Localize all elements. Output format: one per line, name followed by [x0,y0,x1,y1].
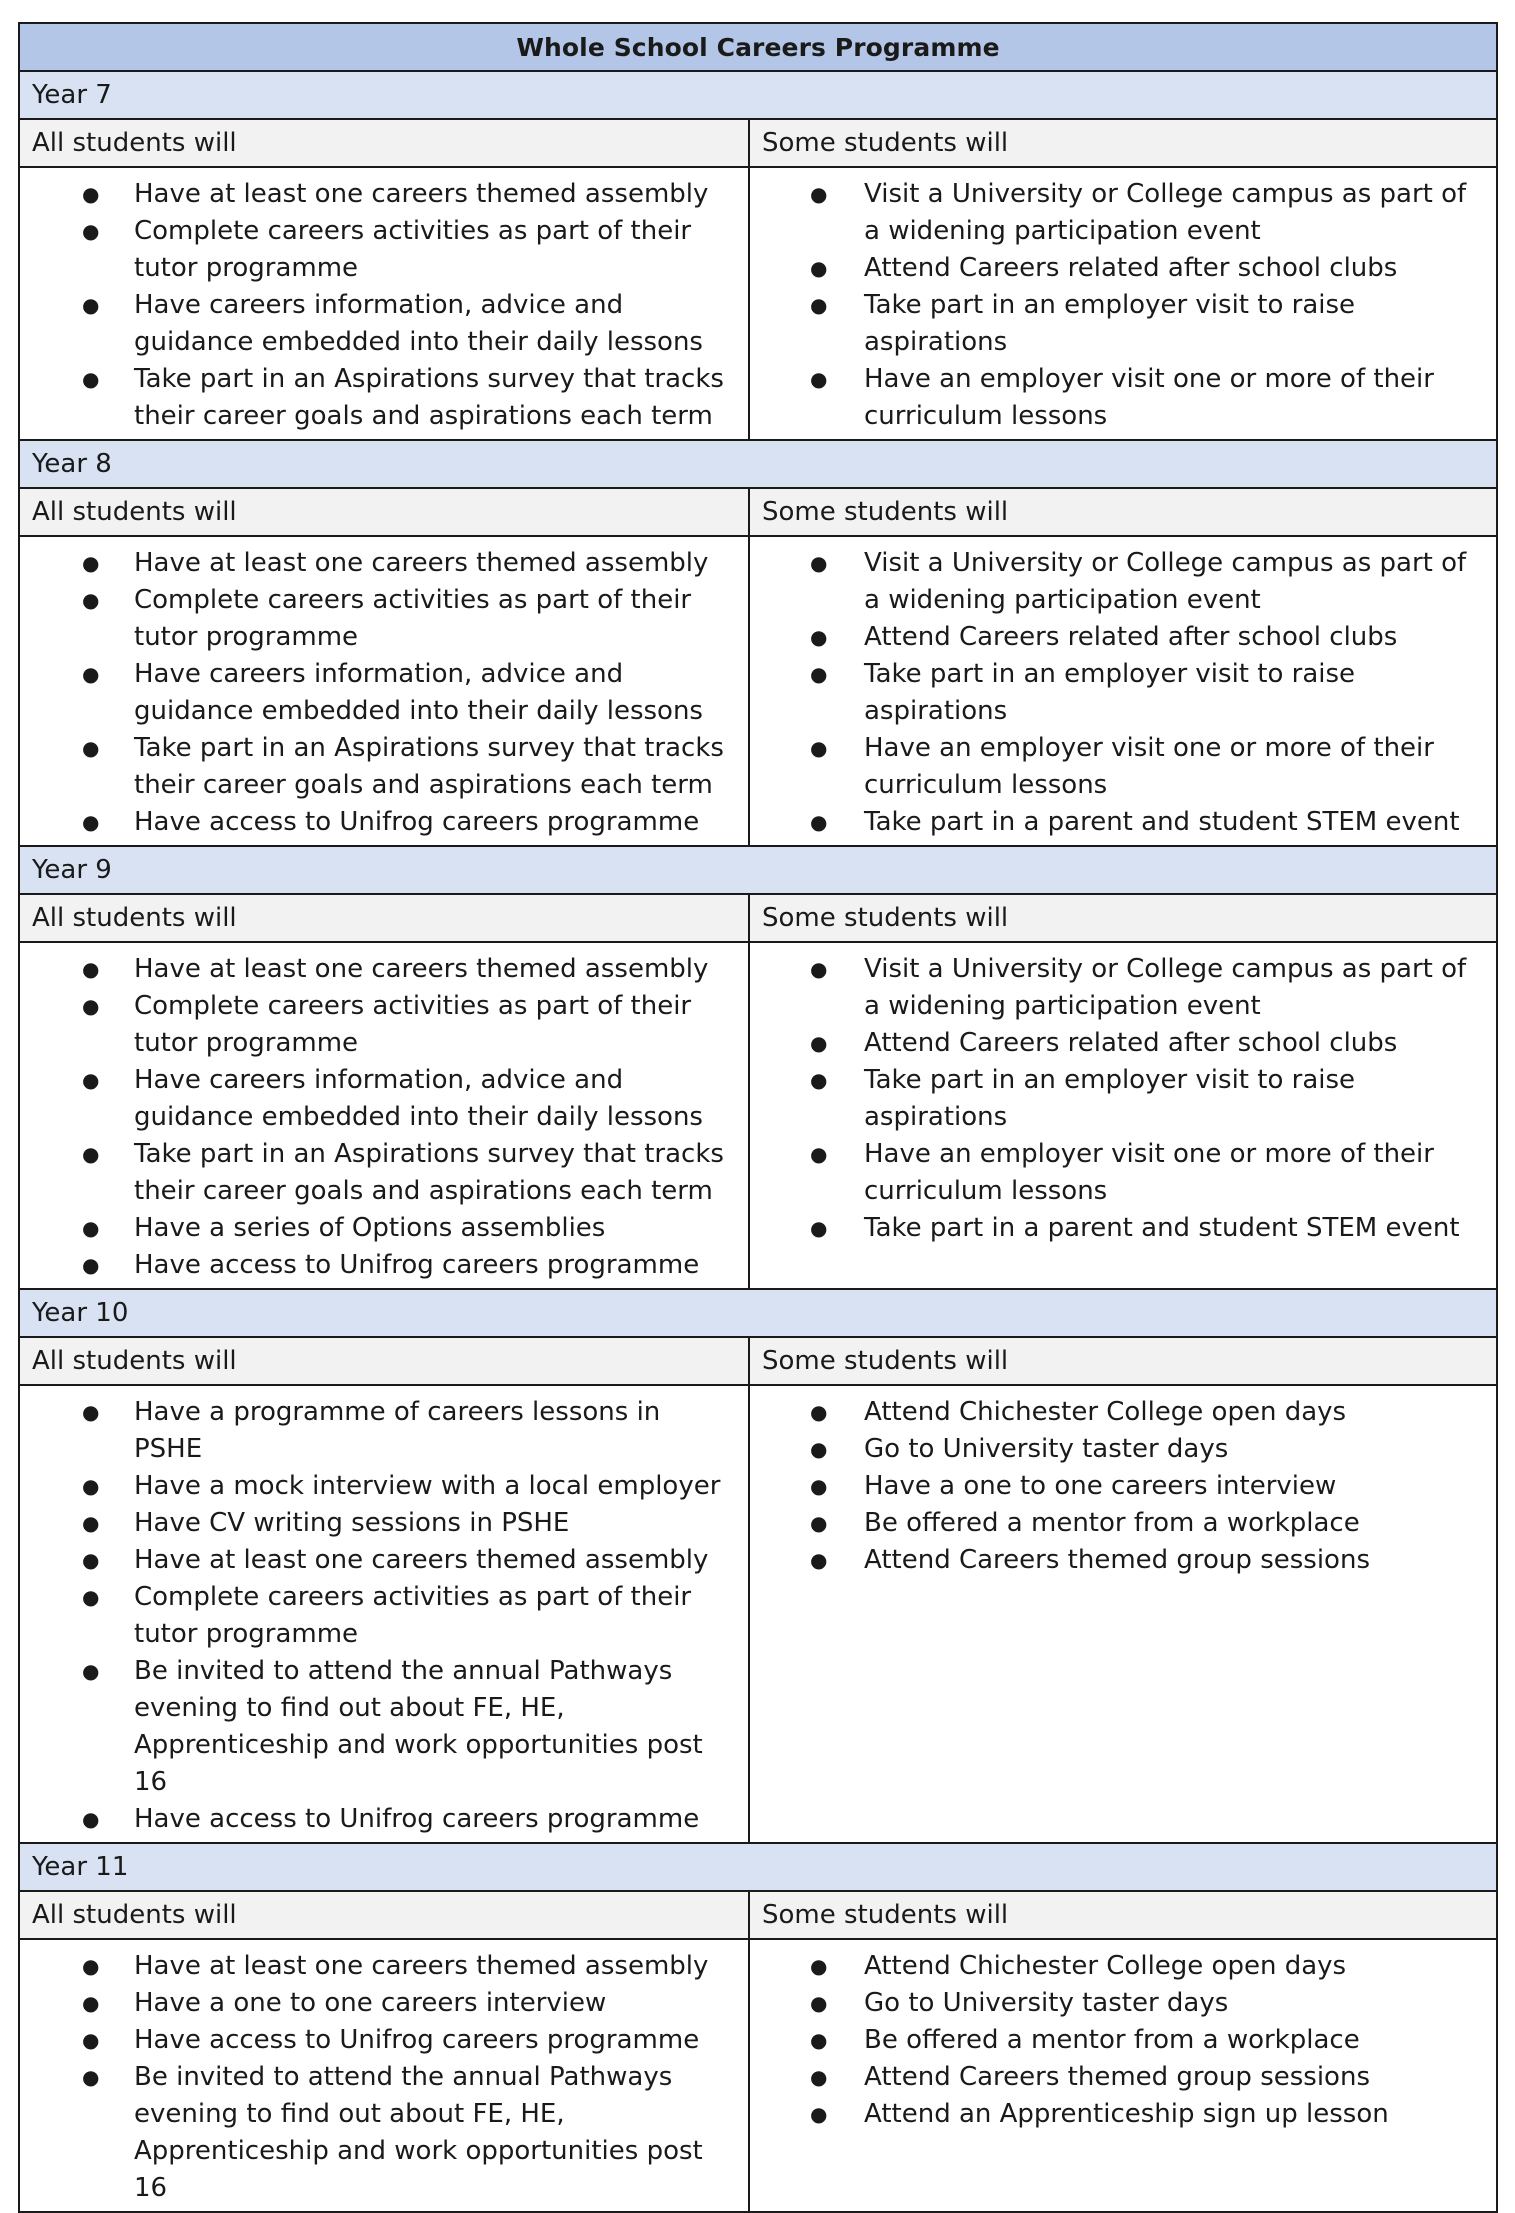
list-item-text: Be offered a mentor from a workplace [864,2025,1360,2055]
list-item [20,1653,736,1801]
list-item [750,656,1484,730]
year-label: Year 7 [19,71,1497,119]
all-students-heading: All students will [19,894,749,942]
bullet-icon: ● [810,736,828,760]
all-students-list [19,1939,749,2212]
year-row [19,440,1497,488]
bullet-icon: ● [82,1068,100,1092]
year-label: Year 9 [19,846,1497,894]
all-students-heading: All students will [19,1337,749,1385]
bullet-icon: ● [82,994,100,1018]
list-item-text: Attend an Apprenticeship sign up lesson [864,2099,1389,2129]
list-item-text: Be invited to attend the annual Pathways evening to find out about FE, HE, Apprenticeship and work opportunities post 16 [134,1656,703,1797]
list-item [20,656,736,730]
list-item [750,2096,1484,2133]
list-item-text: Visit a University or College campus as part of a widening participation event [864,179,1467,246]
list-item-text: Complete careers activities as part of their tutor programme [134,1582,692,1649]
bullet-icon: ● [810,1954,828,1978]
some-students-heading: Some students will [749,1337,1497,1385]
list-item [750,250,1484,287]
some-students-heading: Some students will [749,119,1497,167]
bullet-icon: ● [82,1548,100,1572]
list-item [750,287,1484,361]
list-item [20,1062,736,1136]
list-item [750,1025,1484,1062]
list-item-text: Take part in an employer visit to raise aspirations [864,1065,1356,1132]
bullet-icon: ● [810,625,828,649]
activities-row [19,942,1497,1289]
list-item [20,804,736,841]
bullet-icon: ● [82,1659,100,1683]
list-item-text: Have at least one careers themed assembly [134,1545,709,1575]
list-item-text: Have access to Unifrog careers programme [134,807,700,837]
bullet-icon: ● [810,2065,828,2089]
some-students-list [749,1939,1497,2212]
list-item-text: Have at least one careers themed assembly [134,179,709,209]
list-item-text: Be offered a mentor from a workplace [864,1508,1360,1538]
bullet-list [750,943,1496,1251]
some-students-list [749,1385,1497,1843]
list-item [20,213,736,287]
bullet-icon: ● [82,957,100,981]
bullet-icon: ● [82,1807,100,1831]
bullet-icon: ● [82,736,100,760]
list-item-text: Take part in an employer visit to raise aspirations [864,659,1356,726]
column-header-row [19,1891,1497,1939]
bullet-icon: ● [82,1142,100,1166]
list-item [20,1394,736,1468]
list-item-text: Take part in an Aspirations survey that tracks their career goals and aspirations each term [134,364,724,431]
list-item-text: Have a series of Options assemblies [134,1213,606,1243]
list-item [750,1985,1484,2022]
bullet-icon: ● [810,1400,828,1424]
list-item-text: Complete careers activities as part of their tutor programme [134,585,692,652]
list-item [20,361,736,435]
bullet-icon: ● [82,1991,100,2015]
bullet-icon: ● [810,662,828,686]
year-label: Year 8 [19,440,1497,488]
list-item-text: Have an employer visit one or more of their curriculum lessons [864,733,1434,800]
list-item [20,1247,736,1284]
some-students-heading: Some students will [749,1891,1497,1939]
bullet-list [750,1386,1496,1583]
careers-programme-table [18,22,1498,2213]
bullet-icon: ● [82,551,100,575]
bullet-icon: ● [82,367,100,391]
activities-row [19,1385,1497,1843]
bullet-icon: ● [810,1991,828,2015]
title-row [19,23,1497,71]
list-item [20,1136,736,1210]
list-item-text: Attend Careers themed group sessions [864,2062,1370,2092]
list-item [750,2022,1484,2059]
list-item [750,1062,1484,1136]
list-item [750,176,1484,250]
list-item-text: Have at least one careers themed assembly [134,954,709,984]
bullet-icon: ● [82,2065,100,2089]
column-header-row [19,119,1497,167]
bullet-list [750,168,1496,439]
list-item-text: Have access to Unifrog careers programme [134,2025,700,2055]
list-item-text: Have at least one careers themed assembly [134,548,709,578]
some-students-heading: Some students will [749,488,1497,536]
bullet-icon: ● [82,2028,100,2052]
column-header-row [19,1337,1497,1385]
list-item-text: Take part in a parent and student STEM event [864,807,1460,837]
bullet-icon: ● [810,1474,828,1498]
list-item-text: Have CV writing sessions in PSHE [134,1508,570,1538]
list-item [20,988,736,1062]
bullet-icon: ● [810,256,828,280]
list-item [750,1431,1484,1468]
bullet-icon: ● [82,1474,100,1498]
list-item [20,1801,736,1838]
bullet-icon: ● [82,293,100,317]
list-item-text: Have access to Unifrog careers programme [134,1250,700,1280]
year-label: Year 10 [19,1289,1497,1337]
all-students-heading: All students will [19,1891,749,1939]
list-item-text: Attend Careers themed group sessions [864,1545,1370,1575]
bullet-icon: ● [810,1142,828,1166]
bullet-icon: ● [82,219,100,243]
list-item [20,730,736,804]
bullet-icon: ● [82,1216,100,1240]
bullet-icon: ● [82,1585,100,1609]
list-item-text: Complete careers activities as part of their tutor programme [134,991,692,1058]
list-item-text: Go to University taster days [864,1988,1229,2018]
list-item [20,1542,736,1579]
list-item-text: Attend Careers related after school clubs [864,1028,1398,1058]
list-item-text: Attend Careers related after school clubs [864,622,1398,652]
list-item [750,1210,1484,1247]
activities-row [19,1939,1497,2212]
all-students-list [19,942,749,1289]
some-students-heading: Some students will [749,894,1497,942]
year-row [19,846,1497,894]
list-item [20,545,736,582]
bullet-icon: ● [810,367,828,391]
bullet-icon: ● [82,1954,100,1978]
list-item-text: Have a programme of careers lessons in PSHE [134,1397,661,1464]
list-item [20,1468,736,1505]
list-item [20,287,736,361]
list-item-text: Complete careers activities as part of their tutor programme [134,216,692,283]
all-students-list [19,1385,749,1843]
list-item [20,1948,736,1985]
bullet-icon: ● [82,1400,100,1424]
bullet-icon: ● [810,2028,828,2052]
year-row [19,1289,1497,1337]
list-item [20,1505,736,1542]
year-row [19,1843,1497,1891]
list-item-text: Have careers information, advice and guidance embedded into their daily lessons [134,659,703,726]
list-item [20,2022,736,2059]
bullet-icon: ● [82,1511,100,1535]
bullet-icon: ● [810,1511,828,1535]
list-item-text: Have a mock interview with a local employer [134,1471,721,1501]
list-item [750,545,1484,619]
year-label: Year 11 [19,1843,1497,1891]
list-item-text: Have a one to one careers interview [864,1471,1337,1501]
list-item-text: Have a one to one careers interview [134,1988,607,2018]
bullet-icon: ● [810,1031,828,1055]
bullet-icon: ● [810,1548,828,1572]
list-item [20,2059,736,2207]
bullet-icon: ● [82,662,100,686]
all-students-list [19,536,749,846]
list-item [750,2059,1484,2096]
list-item [750,951,1484,1025]
list-item [750,1948,1484,1985]
bullet-list [20,537,748,845]
list-item [750,1468,1484,1505]
bullet-icon: ● [810,957,828,981]
bullet-list [20,168,748,439]
list-item [20,1985,736,2022]
list-item-text: Attend Chichester College open days [864,1397,1347,1427]
column-header-row [19,488,1497,536]
list-item-text: Have careers information, advice and guidance embedded into their daily lessons [134,290,703,357]
bullet-list [750,537,1496,845]
bullet-icon: ● [810,182,828,206]
list-item [20,1210,736,1247]
list-item [750,1542,1484,1579]
list-item-text: Have careers information, advice and guidance embedded into their daily lessons [134,1065,703,1132]
bullet-icon: ● [82,182,100,206]
all-students-heading: All students will [19,119,749,167]
list-item [20,951,736,988]
list-item [20,176,736,213]
list-item-text: Take part in an Aspirations survey that tracks their career goals and aspirations each term [134,733,724,800]
list-item-text: Attend Chichester College open days [864,1951,1347,1981]
bullet-icon: ● [810,810,828,834]
list-item-text: Have access to Unifrog careers programme [134,1804,700,1834]
bullet-icon: ● [82,810,100,834]
list-item-text: Have an employer visit one or more of their curriculum lessons [864,364,1434,431]
list-item [750,730,1484,804]
all-students-heading: All students will [19,488,749,536]
list-item-text: Take part in an Aspirations survey that tracks their career goals and aspirations each term [134,1139,724,1206]
bullet-list [750,1940,1496,2137]
list-item-text: Be invited to attend the annual Pathways evening to find out about FE, HE, Apprenticeship and work opportunities post 16 [134,2062,703,2203]
bullet-list [20,1940,748,2211]
list-item-text: Have an employer visit one or more of their curriculum lessons [864,1139,1434,1206]
activities-row [19,536,1497,846]
table-body [19,23,1497,2212]
list-item-text: Take part in an employer visit to raise aspirations [864,290,1356,357]
list-item-text: Visit a University or College campus as part of a widening participation event [864,548,1467,615]
bullet-icon: ● [810,551,828,575]
careers-programme-document [18,22,1496,2213]
bullet-icon: ● [82,1253,100,1277]
list-item-text: Have at least one careers themed assembly [134,1951,709,1981]
list-item [750,1394,1484,1431]
list-item [750,619,1484,656]
bullet-icon: ● [810,1068,828,1092]
list-item-text: Visit a University or College campus as part of a widening participation event [864,954,1467,1021]
bullet-icon: ● [82,588,100,612]
list-item [750,361,1484,435]
list-item [750,1505,1484,1542]
some-students-list [749,167,1497,440]
column-header-row [19,894,1497,942]
bullet-icon: ● [810,293,828,317]
list-item [750,1136,1484,1210]
bullet-icon: ● [810,1216,828,1240]
list-item-text: Go to University taster days [864,1434,1229,1464]
list-item-text: Take part in a parent and student STEM event [864,1213,1460,1243]
activities-row [19,167,1497,440]
bullet-icon: ● [810,2102,828,2126]
year-row [19,71,1497,119]
list-item [20,582,736,656]
all-students-list [19,167,749,440]
bullet-icon: ● [810,1437,828,1461]
list-item [750,804,1484,841]
list-item [20,1579,736,1653]
bullet-list [20,943,748,1288]
some-students-list [749,942,1497,1289]
table-title: Whole School Careers Programme [19,23,1497,71]
some-students-list [749,536,1497,846]
list-item-text: Attend Careers related after school clubs [864,253,1398,283]
bullet-list [20,1386,748,1842]
